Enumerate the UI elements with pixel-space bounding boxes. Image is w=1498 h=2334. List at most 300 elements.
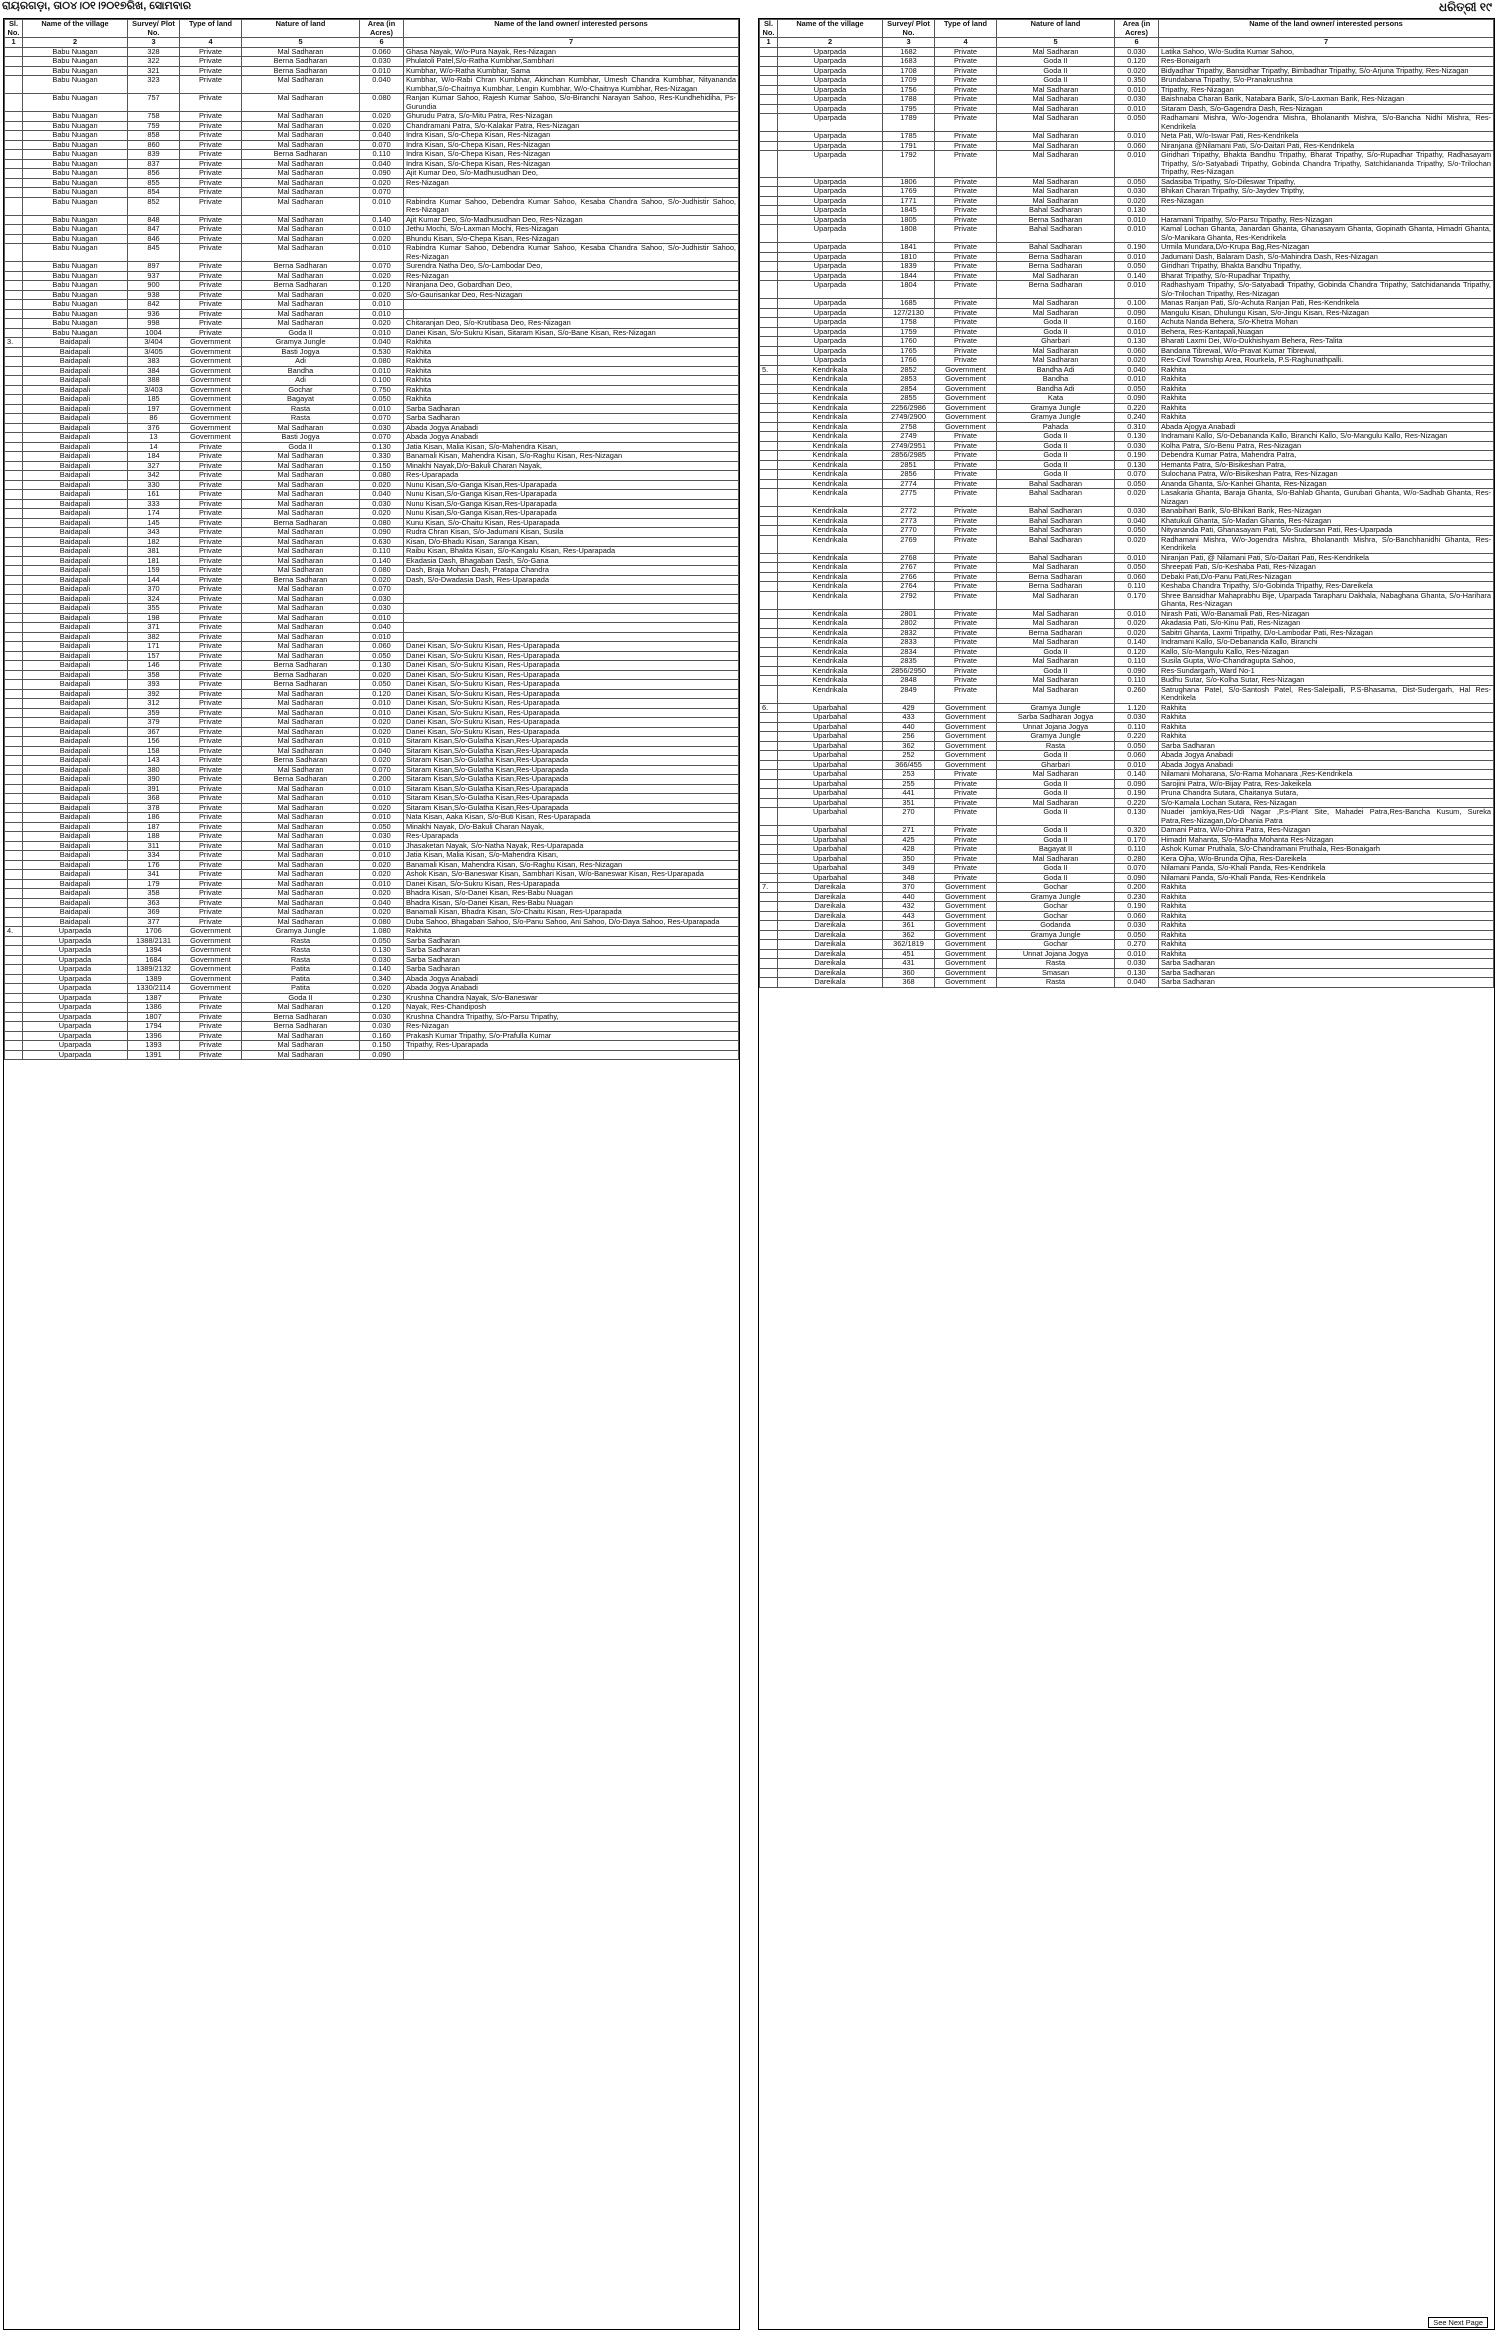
owner-name: Sarba Sadharan xyxy=(404,955,739,965)
owner-name: Indra Kisan, S/o-Chepa Kisan, Res-Nizagan xyxy=(404,150,739,160)
serial-number xyxy=(760,930,778,940)
plot-number: 429 xyxy=(883,703,935,713)
owner-name: Sarojini Patra, W/o-Bijay Patra, Res-Jakeikela xyxy=(1159,779,1494,789)
land-nature: Gharbari xyxy=(997,760,1115,770)
area-acres: 0.020 xyxy=(360,575,404,585)
owner-name: Rakhita xyxy=(1159,902,1494,912)
land-type: Private xyxy=(180,775,242,785)
serial-number xyxy=(5,76,23,94)
area-acres: 0.010 xyxy=(1115,281,1159,299)
owner-name: Rakhita xyxy=(404,927,739,937)
area-acres: 0.070 xyxy=(360,765,404,775)
area-acres: 0.230 xyxy=(1115,892,1159,902)
table-row xyxy=(760,489,1494,507)
village-name: Kendrikala xyxy=(778,572,883,582)
village-name: Uparpada xyxy=(778,95,883,105)
owner-name: Rakhita xyxy=(1159,713,1494,723)
plot-number: 351 xyxy=(883,798,935,808)
village-name: Uparbahal xyxy=(778,760,883,770)
village-name: Uparpada xyxy=(778,104,883,114)
village-name: Babu Nuagan xyxy=(23,319,128,329)
plot-number: 2769 xyxy=(883,535,935,553)
plot-number: 856 xyxy=(128,169,180,179)
plot-number: 1685 xyxy=(883,299,935,309)
land-type: Private xyxy=(180,442,242,452)
land-nature: Kata xyxy=(997,394,1115,404)
plot-number: 358 xyxy=(128,889,180,899)
land-type: Private xyxy=(180,131,242,141)
serial-number xyxy=(5,461,23,471)
table-row xyxy=(760,845,1494,855)
owner-name: Res-Civil Township Area, Rourkela, P.S-Raghunathpalli. xyxy=(1159,356,1494,366)
area-acres: 0.070 xyxy=(360,585,404,595)
serial-number xyxy=(5,271,23,281)
land-type: Private xyxy=(180,851,242,861)
land-nature: Berna Sadharan xyxy=(242,670,360,680)
owner-name: Indramani Kallo, S/o-Debananda Kallo, Biranchi xyxy=(1159,638,1494,648)
table-row xyxy=(5,908,739,918)
land-type: Private xyxy=(180,76,242,94)
village-name: Dareikala xyxy=(778,968,883,978)
land-nature: Patita xyxy=(242,965,360,975)
serial-number xyxy=(760,308,778,318)
land-nature: Rasta xyxy=(242,404,360,414)
land-type: Private xyxy=(935,628,997,638)
land-nature: Unnat Jojana Jogya xyxy=(997,722,1115,732)
land-nature: Goda II xyxy=(997,647,1115,657)
table-row xyxy=(760,95,1494,105)
area-acres: 0.110 xyxy=(1115,722,1159,732)
owner-name: Radhamani Mishra, W/o-Jogendra Mishra, Bholananth Mishra, S/o-Banchhanidhi Ghanta, Res-Kendrikela xyxy=(1159,535,1494,553)
owner-name: Nuadei jamkiya,Res-Udi Nagar ,P.s-Plant Site, Mahadei Patra,Res-Bancha Kusum, Sureka Patra,Res-Nizagan,D/o-Dhania Patra xyxy=(1159,808,1494,826)
serial-number xyxy=(760,526,778,536)
land-nature: Mal Sadharan xyxy=(997,609,1115,619)
village-name: Babu Nuagan xyxy=(23,159,128,169)
village-name: Uparpada xyxy=(778,187,883,197)
serial-number xyxy=(5,613,23,623)
land-nature: Bahal Sadharan xyxy=(997,516,1115,526)
land-nature: Goda II xyxy=(997,441,1115,451)
land-type: Government xyxy=(180,927,242,937)
land-type: Private xyxy=(935,789,997,799)
land-type: Private xyxy=(935,243,997,253)
area-acres: 0.090 xyxy=(1115,779,1159,789)
table-row xyxy=(760,751,1494,761)
serial-number xyxy=(760,619,778,629)
area-acres: 0.020 xyxy=(360,889,404,899)
serial-number xyxy=(5,908,23,918)
serial-number xyxy=(5,366,23,376)
table-row xyxy=(760,591,1494,609)
serial-number xyxy=(760,563,778,573)
plot-number: 1389/2132 xyxy=(128,965,180,975)
owner-name: Danei Kisan, S/o-Sukru Kisan, Res-Uparapada xyxy=(404,642,739,652)
plot-number: 1758 xyxy=(883,318,935,328)
village-name: Uparpada xyxy=(23,1041,128,1051)
village-name: Kendrikala xyxy=(778,685,883,703)
plot-number: 1389 xyxy=(128,974,180,984)
serial-number xyxy=(760,57,778,67)
plot-number: 1839 xyxy=(883,262,935,272)
table-row xyxy=(5,281,739,291)
village-name: Baidapali xyxy=(23,442,128,452)
area-acres: 0.030 xyxy=(360,57,404,67)
table-row xyxy=(5,965,739,975)
plot-number: 359 xyxy=(128,708,180,718)
land-nature: Mal Sadharan xyxy=(242,832,360,842)
table-row xyxy=(5,984,739,994)
village-name: Kendrikala xyxy=(778,460,883,470)
land-type: Private xyxy=(935,470,997,480)
column-header: Type of land xyxy=(935,20,997,38)
serial-number xyxy=(760,225,778,243)
plot-number: 451 xyxy=(883,949,935,959)
owner-name: Ekadasia Dash, Bhagaban Dash, S/o-Gana xyxy=(404,556,739,566)
land-type: Private xyxy=(180,1041,242,1051)
land-type: Private xyxy=(180,140,242,150)
area-acres: 0.070 xyxy=(1115,864,1159,874)
area-acres: 0.140 xyxy=(360,215,404,225)
plot-number: 938 xyxy=(128,290,180,300)
village-name: Baidapali xyxy=(23,784,128,794)
owner-name: Niranjan Pati, @ Nilamani Pati, S/o-Daitari Pati, Res-Kendrikela xyxy=(1159,553,1494,563)
land-type: Private xyxy=(180,623,242,633)
area-acres: 0.050 xyxy=(1115,177,1159,187)
owner-name: Banamali Kisan, Bhadra Kisan, S/o-Chaitu Kisan, Res-Uparapada xyxy=(404,908,739,918)
land-nature: Mal Sadharan xyxy=(997,177,1115,187)
column-number: 5 xyxy=(997,38,1115,48)
table-row xyxy=(760,206,1494,216)
serial-number xyxy=(760,722,778,732)
land-type: Private xyxy=(180,159,242,169)
table-row xyxy=(5,150,739,160)
table-row xyxy=(5,112,739,122)
village-name: Kendrikala xyxy=(778,422,883,432)
village-name: Babu Nuagan xyxy=(23,225,128,235)
village-name: Kendrikala xyxy=(778,365,883,375)
serial-number xyxy=(760,657,778,667)
table-row xyxy=(760,732,1494,742)
plot-number: 377 xyxy=(128,917,180,927)
area-acres: 0.120 xyxy=(360,689,404,699)
serial-number xyxy=(760,375,778,385)
plot-number: 146 xyxy=(128,661,180,671)
land-type: Private xyxy=(935,206,997,216)
land-nature: Berna Sadharan xyxy=(242,57,360,67)
land-nature: Berna Sadharan xyxy=(242,661,360,671)
area-acres: 0.020 xyxy=(1115,356,1159,366)
owner-name: Rakhita xyxy=(404,395,739,405)
land-type: Private xyxy=(180,471,242,481)
land-type: Government xyxy=(935,760,997,770)
owner-name: Behera, Res-Kantapali,Nuagan xyxy=(1159,327,1494,337)
serial-number xyxy=(5,746,23,756)
land-type: Private xyxy=(180,509,242,519)
village-name: Kendrikala xyxy=(778,489,883,507)
table-row xyxy=(760,713,1494,723)
village-name: Kendrikala xyxy=(778,479,883,489)
serial-number xyxy=(5,1041,23,1051)
land-type: Private xyxy=(180,832,242,842)
owner-name: Abada Jogya Anabadi xyxy=(404,974,739,984)
serial-number xyxy=(5,737,23,747)
plot-number: 1396 xyxy=(128,1031,180,1041)
area-acres: 0.020 xyxy=(360,908,404,918)
owner-name: Res-Nizagan xyxy=(404,271,739,281)
village-name: Uparpada xyxy=(778,356,883,366)
serial-number xyxy=(760,76,778,86)
table-row xyxy=(760,413,1494,423)
plot-number: 847 xyxy=(128,225,180,235)
serial-number xyxy=(5,803,23,813)
land-type: Private xyxy=(180,57,242,67)
owner-name: Sitaram Kisan,S/o-Gulatha Kisan,Res-Uparapada xyxy=(404,756,739,766)
plot-number: 848 xyxy=(128,215,180,225)
land-nature: Mal Sadharan xyxy=(242,1031,360,1041)
owner-name: Kisan, D/o-Bhadu Kisan, Saranga Kisan, xyxy=(404,537,739,547)
plot-number: 1391 xyxy=(128,1050,180,1060)
serial-number xyxy=(5,784,23,794)
area-acres: 0.270 xyxy=(1115,940,1159,950)
land-nature: Mal Sadharan xyxy=(242,746,360,756)
serial-number xyxy=(760,685,778,703)
serial-number xyxy=(760,760,778,770)
area-acres: 0.090 xyxy=(1115,394,1159,404)
land-nature: Mal Sadharan xyxy=(242,452,360,462)
village-name: Kendrikala xyxy=(778,666,883,676)
area-acres: 0.020 xyxy=(360,870,404,880)
land-nature: Mal Sadharan xyxy=(242,1003,360,1013)
owner-name: Danei Kisan, S/o-Sukru Kisan, Res-Uparapada xyxy=(404,727,739,737)
table-row xyxy=(5,623,739,633)
owner-name: Rakhita xyxy=(1159,703,1494,713)
serial-number xyxy=(760,949,778,959)
plot-number: 842 xyxy=(128,300,180,310)
owner-name: Pruna Chandra Sutara, Chaitanya Sutara, xyxy=(1159,789,1494,799)
village-name: Uparpada xyxy=(778,151,883,178)
plot-number: 2834 xyxy=(883,647,935,657)
land-nature: Mal Sadharan xyxy=(242,851,360,861)
village-name: Kendrikala xyxy=(778,535,883,553)
village-name: Baidapali xyxy=(23,670,128,680)
serial-number xyxy=(760,441,778,451)
serial-number xyxy=(5,499,23,509)
village-name: Kendrikala xyxy=(778,638,883,648)
land-type: Private xyxy=(935,441,997,451)
serial-number xyxy=(760,647,778,657)
land-nature: Mal Sadharan xyxy=(242,309,360,319)
serial-number xyxy=(5,756,23,766)
table-row xyxy=(5,642,739,652)
area-acres: 0.530 xyxy=(360,347,404,357)
village-name: Kendrikala xyxy=(778,582,883,592)
serial-number xyxy=(5,1012,23,1022)
area-acres: 0.020 xyxy=(1115,619,1159,629)
land-type: Private xyxy=(935,676,997,686)
serial-number: 7. xyxy=(760,883,778,893)
area-acres: 0.020 xyxy=(360,509,404,519)
land-type: Government xyxy=(180,376,242,386)
plot-number: 425 xyxy=(883,835,935,845)
owner-name: Nata Kisan, Aaka Kisan, S/o-Buti Kisan, Res-Uparapada xyxy=(404,813,739,823)
table-row xyxy=(5,813,739,823)
serial-number xyxy=(5,385,23,395)
land-type: Private xyxy=(180,547,242,557)
land-type: Private xyxy=(180,651,242,661)
plot-number: 188 xyxy=(128,832,180,842)
area-acres: 0.010 xyxy=(1115,225,1159,243)
plot-number: 327 xyxy=(128,461,180,471)
village-name: Babu Nuagan xyxy=(23,215,128,225)
owner-name: Res-Nizagan xyxy=(404,178,739,188)
table-row xyxy=(5,169,739,179)
column-number: 2 xyxy=(23,38,128,48)
land-nature: Rasta xyxy=(242,414,360,424)
table-row xyxy=(760,432,1494,442)
land-type: Private xyxy=(935,685,997,703)
land-nature: Mal Sadharan xyxy=(242,94,360,112)
village-name: Baidapali xyxy=(23,737,128,747)
plot-number: 431 xyxy=(883,959,935,969)
village-name: Dareikala xyxy=(778,883,883,893)
plot-number: 2856/2950 xyxy=(883,666,935,676)
owner-name: Abada Jogya Anabadi xyxy=(404,433,739,443)
serial-number xyxy=(5,225,23,235)
table-row xyxy=(760,835,1494,845)
village-name: Uparpada xyxy=(23,936,128,946)
village-name: Kendrikala xyxy=(778,441,883,451)
serial-number xyxy=(760,732,778,742)
village-name: Babu Nuagan xyxy=(23,244,128,262)
village-name: Baidapali xyxy=(23,575,128,585)
owner-name: S/o-Gaurisankar Deo, Res-Nizagan xyxy=(404,290,739,300)
table-row xyxy=(760,883,1494,893)
table-row xyxy=(760,959,1494,969)
page-header xyxy=(0,0,1498,16)
plot-number: 1791 xyxy=(883,141,935,151)
village-name: Baidapali xyxy=(23,395,128,405)
land-type: Government xyxy=(935,883,997,893)
serial-number xyxy=(5,1031,23,1041)
land-type: Government xyxy=(935,959,997,969)
land-nature: Gharbari xyxy=(997,337,1115,347)
serial-number xyxy=(760,854,778,864)
plot-number: 1806 xyxy=(883,177,935,187)
area-acres: 0.230 xyxy=(360,993,404,1003)
land-nature: Mal Sadharan xyxy=(242,613,360,623)
plot-number: 252 xyxy=(883,751,935,761)
serial-number xyxy=(760,356,778,366)
area-acres: 0.060 xyxy=(1115,572,1159,582)
serial-number xyxy=(5,433,23,443)
area-acres: 0.030 xyxy=(1115,187,1159,197)
area-acres: 0.040 xyxy=(360,159,404,169)
serial-number xyxy=(5,993,23,1003)
table-row xyxy=(760,337,1494,347)
area-acres: 0.010 xyxy=(360,404,404,414)
area-acres: 0.030 xyxy=(360,955,404,965)
table-row xyxy=(5,452,739,462)
table-row xyxy=(760,470,1494,480)
owner-name: Keshaba Chandra Tripathy, S/o-Gobinda Tripathy, Res-Dareikela xyxy=(1159,582,1494,592)
land-type: Private xyxy=(180,309,242,319)
owner-name: Danei Kisan, S/o-Sukru Kisan, Res-Uparapada xyxy=(404,680,739,690)
owner-name: Danei Kisan, S/o-Sukru Kisan, Sitaram Kisan, S/o-Bane Kisan, Res-Nizagan xyxy=(404,328,739,338)
land-type: Private xyxy=(935,337,997,347)
area-acres: 0.050 xyxy=(360,822,404,832)
plot-number: 349 xyxy=(883,864,935,874)
land-nature: Basti Jogya xyxy=(242,347,360,357)
land-type: Private xyxy=(935,327,997,337)
table-row xyxy=(5,775,739,785)
serial-number xyxy=(5,566,23,576)
serial-number xyxy=(760,327,778,337)
area-acres: 0.010 xyxy=(360,225,404,235)
owner-name: Niranjana @Nilamani Pati, S/o-Daitari Pati, Res-Kendrikela xyxy=(1159,141,1494,151)
plot-number: 2766 xyxy=(883,572,935,582)
area-acres: 0.010 xyxy=(1115,327,1159,337)
land-nature: Berna Sadharan xyxy=(242,1022,360,1032)
land-nature: Goda II xyxy=(997,451,1115,461)
plot-number: 378 xyxy=(128,803,180,813)
table-row xyxy=(760,507,1494,517)
land-type: Private xyxy=(180,461,242,471)
area-acres: 0.020 xyxy=(360,234,404,244)
table-row xyxy=(5,94,739,112)
land-type: Private xyxy=(935,638,997,648)
village-name: Kendrikala xyxy=(778,451,883,461)
land-nature: Mal Sadharan xyxy=(242,423,360,433)
land-nature: Mal Sadharan xyxy=(242,718,360,728)
land-nature: Bahal Sadharan xyxy=(997,553,1115,563)
plot-number: 2832 xyxy=(883,628,935,638)
land-nature: Mal Sadharan xyxy=(242,509,360,519)
land-type: Private xyxy=(935,299,997,309)
table-row xyxy=(760,394,1494,404)
table-row xyxy=(5,395,739,405)
serial-number xyxy=(5,604,23,614)
village-name: Babu Nuagan xyxy=(23,150,128,160)
area-acres: 0.190 xyxy=(1115,243,1159,253)
area-acres: 0.020 xyxy=(1115,196,1159,206)
land-type: Government xyxy=(935,422,997,432)
land-type: Private xyxy=(180,290,242,300)
land-nature: Goda II xyxy=(997,873,1115,883)
village-name: Uparpada xyxy=(778,225,883,243)
plot-number: 1805 xyxy=(883,215,935,225)
serial-number xyxy=(5,575,23,585)
area-acres: 0.130 xyxy=(1115,337,1159,347)
serial-number xyxy=(760,609,778,619)
owner-name xyxy=(404,1050,739,1060)
area-acres: 0.010 xyxy=(360,813,404,823)
serial-number xyxy=(5,870,23,880)
land-type: Private xyxy=(180,1031,242,1041)
village-name: Baidapali xyxy=(23,908,128,918)
serial-number xyxy=(760,346,778,356)
land-nature: Mal Sadharan xyxy=(997,563,1115,573)
village-name: Uparbahal xyxy=(778,741,883,751)
plot-number: 1683 xyxy=(883,57,935,67)
land-type: Private xyxy=(180,188,242,198)
plot-number: 2849 xyxy=(883,685,935,703)
land-type: Government xyxy=(935,741,997,751)
area-acres: 0.020 xyxy=(360,480,404,490)
owner-name: Chandramani Patra, S/o-Kalakar Patra, Res-Nizagan xyxy=(404,121,739,131)
land-nature: Berna Sadharan xyxy=(242,518,360,528)
serial-number xyxy=(760,177,778,187)
owner-name: Sitaram Kisan,S/o-Gulatha Kisan,Res-Uparapada xyxy=(404,737,739,747)
